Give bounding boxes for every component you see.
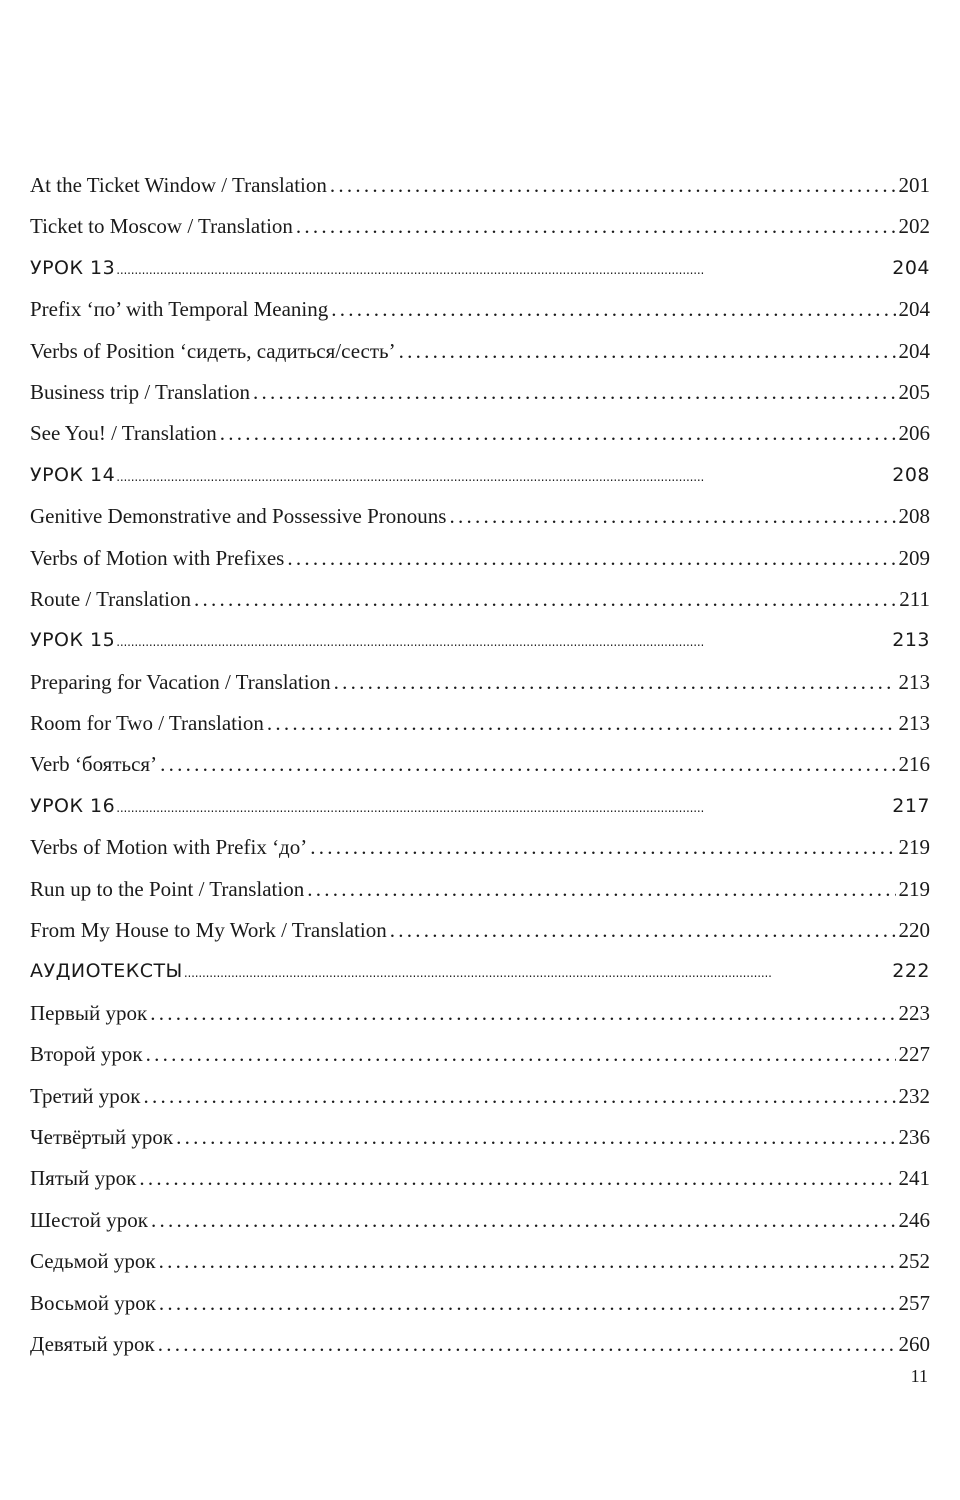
toc-entry[interactable] (30, 703, 930, 744)
toc-entry-title: УРОК 14 (30, 463, 116, 486)
toc-entry-page-number: 213 (892, 629, 930, 652)
toc-entry-title: Восьмой урок (30, 1290, 156, 1315)
toc-entry-title: Девятый урок (30, 1331, 155, 1356)
toc-entry-page-number: 204 (898, 338, 930, 363)
toc-entry[interactable] (30, 827, 930, 868)
toc-entry[interactable] (30, 372, 930, 413)
toc-entry-page-number: 201 (898, 173, 930, 197)
toc-entry-page-number: 220 (898, 918, 930, 943)
toc-entry[interactable] (30, 1158, 930, 1199)
dot-leader (116, 622, 891, 661)
toc-entry-title: Verbs of Position ‘сидеть, садиться/сесть’ (30, 338, 396, 363)
dot-leader (390, 910, 896, 951)
toc-entry-title: Второй урок (30, 1042, 143, 1067)
toc-entry-title: Room for Two / Translation (30, 711, 264, 736)
toc-entry[interactable] (30, 1034, 930, 1075)
toc-entry-page-number: 252 (898, 1249, 930, 1274)
dot-leader (399, 331, 896, 372)
toc-entry-title: At the Ticket Window / Translation (30, 173, 327, 197)
toc-section-heading[interactable] (30, 786, 930, 827)
toc-entry-page-number: 209 (898, 545, 930, 570)
toc-entry-title: Prefix ‘по’ with Temporal Meaning (30, 297, 329, 322)
toc-entry-page-number: 202 (898, 214, 930, 239)
dot-leader (267, 703, 896, 744)
toc-entry-title: Verbs of Motion with Prefixes (30, 545, 285, 570)
toc-entry[interactable] (30, 538, 930, 579)
dot-leader (146, 1034, 896, 1075)
dot-leader (220, 413, 896, 454)
dot-leader (307, 869, 895, 910)
dot-leader (116, 788, 891, 827)
page-number: 11 (910, 1366, 928, 1386)
toc-entry[interactable] (30, 1283, 930, 1324)
toc-entry-title: From My House to My Work / Translation (30, 918, 387, 943)
toc-entry-title: УРОК 13 (30, 256, 116, 279)
toc-entry-page-number: 213 (898, 669, 930, 694)
dot-leader (176, 1117, 895, 1158)
toc-section-heading[interactable] (30, 248, 930, 289)
toc-entry[interactable] (30, 289, 930, 330)
toc-entry[interactable] (30, 993, 930, 1034)
dot-leader (449, 496, 895, 537)
toc-entry-page-number: 257 (898, 1290, 930, 1315)
toc-entry-page-number: 204 (892, 256, 930, 279)
toc-entry-page-number: 246 (898, 1207, 930, 1232)
toc-entry-title: Preparing for Vacation / Translation (30, 669, 331, 694)
toc-entry-page-number: 205 (898, 379, 930, 404)
dot-leader (310, 827, 895, 868)
dot-leader (331, 289, 895, 330)
toc-entry-title: Verb ‘бояться’ (30, 752, 158, 777)
table-of-contents (30, 165, 930, 1365)
toc-entry-page-number: 236 (898, 1124, 930, 1149)
toc-entry-title: Genitive Demonstrative and Possessive Pronouns (30, 504, 447, 529)
toc-entry[interactable] (30, 206, 930, 247)
toc-entry[interactable] (30, 662, 930, 703)
toc-entry-title: Четвёртый урок (30, 1124, 174, 1149)
toc-entry-page-number: 232 (898, 1083, 930, 1108)
toc-entry[interactable] (30, 579, 930, 620)
toc-entry-page-number: 213 (898, 711, 930, 736)
dot-leader (116, 250, 891, 289)
toc-entry-title: Седьмой урок (30, 1249, 156, 1274)
toc-entry-page-number: 223 (898, 1000, 930, 1025)
toc-entry-page-number: 260 (898, 1331, 930, 1356)
toc-entry-title: Третий урок (30, 1083, 141, 1108)
toc-entry[interactable] (30, 1117, 930, 1158)
toc-entry-page-number: 222 (892, 960, 930, 983)
dot-leader (194, 579, 896, 620)
toc-entry-title: Business trip / Translation (30, 379, 250, 404)
toc-entry-page-number: 216 (898, 752, 930, 777)
toc-entry-page-number: 217 (892, 794, 930, 817)
toc-entry-title: Шестой урок (30, 1207, 148, 1232)
dot-leader (151, 1200, 896, 1241)
toc-entry-title: УРОК 15 (30, 629, 116, 652)
toc-entry-title: See You! / Translation (30, 421, 217, 446)
toc-entry[interactable] (30, 1076, 930, 1117)
toc-section-heading[interactable] (30, 455, 930, 496)
toc-entry-title: Первый урок (30, 1000, 148, 1025)
dot-leader (287, 538, 895, 579)
toc-section-heading[interactable] (30, 951, 930, 992)
toc-entry[interactable] (30, 496, 930, 537)
toc-entry-page-number: 208 (892, 463, 930, 486)
toc-entry[interactable] (30, 413, 930, 454)
toc-entry[interactable] (30, 165, 930, 206)
toc-entry-title: Verbs of Motion with Prefix ‘до’ (30, 835, 308, 860)
toc-entry-page-number: 204 (898, 297, 930, 322)
toc-entry-page-number: 227 (898, 1042, 930, 1067)
toc-entry[interactable] (30, 1324, 930, 1365)
toc-entry[interactable] (30, 1200, 930, 1241)
toc-section-heading[interactable] (30, 620, 930, 661)
toc-entry-page-number: 219 (898, 876, 930, 901)
dot-leader (160, 744, 895, 785)
toc-entry-title: Ticket to Moscow / Translation (30, 214, 293, 239)
toc-entry-title: АУДИОТЕКСТЫ (30, 960, 183, 983)
dot-leader (116, 457, 891, 496)
toc-entry-title: Пятый урок (30, 1166, 137, 1191)
dot-leader (296, 206, 896, 247)
toc-entry-title: УРОК 16 (30, 794, 116, 817)
dot-leader (184, 953, 891, 992)
toc-entry[interactable] (30, 744, 930, 785)
dot-leader (159, 1283, 896, 1324)
toc-entry-title: Route / Translation (30, 586, 192, 611)
dot-leader (143, 1076, 895, 1117)
toc-entry-page-number: 208 (898, 504, 930, 529)
dot-leader (150, 993, 895, 1034)
toc-entry[interactable] (30, 331, 930, 372)
dot-leader (330, 165, 896, 206)
toc-entry[interactable] (30, 1241, 930, 1282)
toc-entry-title: Run up to the Point / Translation (30, 876, 305, 901)
toc-entry-page-number: 211 (899, 586, 930, 611)
toc-entry-page-number: 241 (898, 1166, 930, 1191)
toc-entry-page-number: 219 (898, 835, 930, 860)
dot-leader (158, 1324, 896, 1365)
dot-leader (253, 372, 896, 413)
toc-entry[interactable] (30, 869, 930, 910)
dot-leader (159, 1241, 896, 1282)
toc-entry[interactable] (30, 910, 930, 951)
toc-entry-page-number: 206 (898, 421, 930, 446)
dot-leader (139, 1158, 895, 1199)
dot-leader (334, 662, 896, 703)
